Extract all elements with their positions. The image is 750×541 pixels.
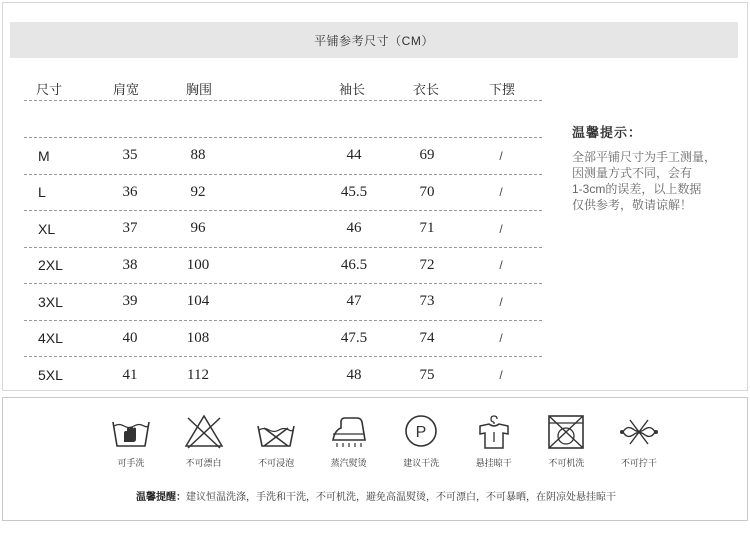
table-row — [24, 211, 542, 248]
cell-chest: 92 — [190, 183, 206, 200]
cell-length: 69 — [419, 147, 435, 164]
header-chest: 胸围 — [185, 82, 212, 97]
cell-sleeve: 45.5 — [340, 183, 368, 200]
no-wring-icon — [617, 412, 661, 452]
cell-sleeve: 46 — [346, 220, 362, 237]
table-row — [24, 321, 542, 358]
cell-size: M — [38, 147, 50, 164]
header-shoulder: 肩宽 — [112, 82, 139, 97]
header-length: 衣长 — [412, 82, 439, 97]
cell-hem: / — [499, 185, 503, 200]
table-row — [24, 284, 542, 321]
care-label: 建议干洗 — [403, 458, 440, 468]
care-item-dry-clean — [385, 412, 457, 469]
care-label: 不可漂白 — [185, 458, 222, 468]
cell-chest: 96 — [190, 220, 206, 237]
care-label: 不可浸泡 — [258, 458, 295, 468]
cell-sleeve: 46.5 — [340, 256, 368, 273]
cell-shoulder: 41 — [122, 366, 138, 383]
care-label: 不可机洗 — [548, 458, 585, 468]
care-item-steam-iron — [313, 412, 385, 469]
table-row — [24, 248, 542, 285]
cell-sleeve: 47 — [346, 293, 362, 310]
care-label: 不可拧干 — [620, 458, 657, 468]
tips-line: 仅供参考，敬请谅解！ — [572, 198, 693, 212]
care-item-no-machine-wash — [530, 412, 602, 469]
cell-chest: 104 — [186, 293, 210, 310]
size-chart-title: 平铺参考尺寸（CM） — [10, 22, 738, 58]
cell-length: 73 — [419, 293, 435, 310]
cell-hem: / — [499, 148, 503, 163]
care-item-no-bleach — [168, 412, 240, 469]
no-machine-wash-icon — [544, 412, 588, 452]
cell-chest: 100 — [186, 256, 210, 273]
care-label: 可手洗 — [117, 458, 145, 468]
care-item-no-wring — [603, 412, 675, 469]
care-instructions — [2, 397, 748, 521]
care-note — [3, 488, 749, 503]
table-header-row — [24, 76, 542, 101]
table-row — [24, 138, 542, 175]
cell-sleeve: 48 — [346, 366, 362, 383]
cell-length: 75 — [419, 366, 435, 383]
care-icon-row — [95, 412, 675, 469]
size-table — [24, 76, 542, 394]
tips-line: 因测量方式不同，会有 — [572, 166, 693, 180]
cell-sleeve: 44 — [346, 147, 362, 164]
cell-size: XL — [38, 220, 56, 237]
cell-hem: / — [499, 294, 503, 309]
cell-chest: 112 — [187, 366, 209, 383]
header-hem: 下摆 — [488, 82, 515, 97]
cell-length: 72 — [419, 256, 435, 273]
header-sleeve: 袖长 — [338, 82, 365, 97]
cell-shoulder: 35 — [122, 147, 138, 164]
no-soak-icon — [254, 412, 298, 452]
cell-size: L — [38, 184, 46, 201]
no-bleach-icon — [182, 412, 226, 452]
hand-wash-icon — [109, 412, 153, 452]
cell-length: 71 — [419, 220, 435, 237]
table-row — [24, 357, 542, 394]
header-size: 尺寸 — [36, 82, 63, 97]
tips-line: 1-3cm的误差，以上数据 — [572, 182, 702, 196]
cell-shoulder: 40 — [122, 329, 138, 346]
cell-size: 2XL — [38, 257, 63, 274]
tips-title: 温馨提示： — [572, 125, 643, 140]
cell-shoulder: 39 — [122, 293, 138, 310]
cell-hem: / — [499, 368, 503, 383]
dry-clean-letter: P — [415, 424, 427, 441]
measurement-tips — [572, 122, 742, 213]
care-item-hand-wash — [95, 412, 167, 469]
cell-sleeve: 47.5 — [340, 329, 368, 346]
table-spacer-row — [24, 101, 542, 138]
care-label: 悬挂晾干 — [475, 458, 512, 468]
cell-size: 4XL — [38, 330, 63, 347]
cell-size: 3XL — [38, 293, 63, 310]
tips-body — [572, 149, 742, 213]
cell-hem: / — [499, 221, 503, 236]
cell-shoulder: 38 — [122, 256, 138, 273]
table-row — [24, 175, 542, 212]
cell-size: 5XL — [38, 367, 63, 384]
cell-hem: / — [499, 258, 503, 273]
care-note-text: 建议恒温洗涤，手洗和干洗，不可机洗，避免高温熨烫，不可漂白，不可暴晒，在阴凉处悬挂晾干 — [186, 492, 616, 503]
cell-length: 70 — [419, 183, 435, 200]
cell-chest: 108 — [186, 329, 210, 346]
cell-chest: 88 — [190, 147, 206, 164]
tips-line: 全部平铺尺寸为手工测量， — [572, 150, 717, 164]
care-item-no-soak — [240, 412, 312, 469]
hang-dry-icon — [472, 412, 516, 452]
care-label: 蒸汽熨烫 — [330, 458, 367, 468]
cell-shoulder: 37 — [122, 220, 138, 237]
cell-shoulder: 36 — [122, 183, 138, 200]
care-note-title: 温馨提醒： — [136, 492, 186, 503]
care-item-hang-dry — [458, 412, 530, 469]
cell-hem: / — [499, 331, 503, 346]
steam-iron-icon — [327, 412, 371, 452]
dry-clean-icon — [399, 412, 443, 452]
cell-length: 74 — [419, 329, 435, 346]
